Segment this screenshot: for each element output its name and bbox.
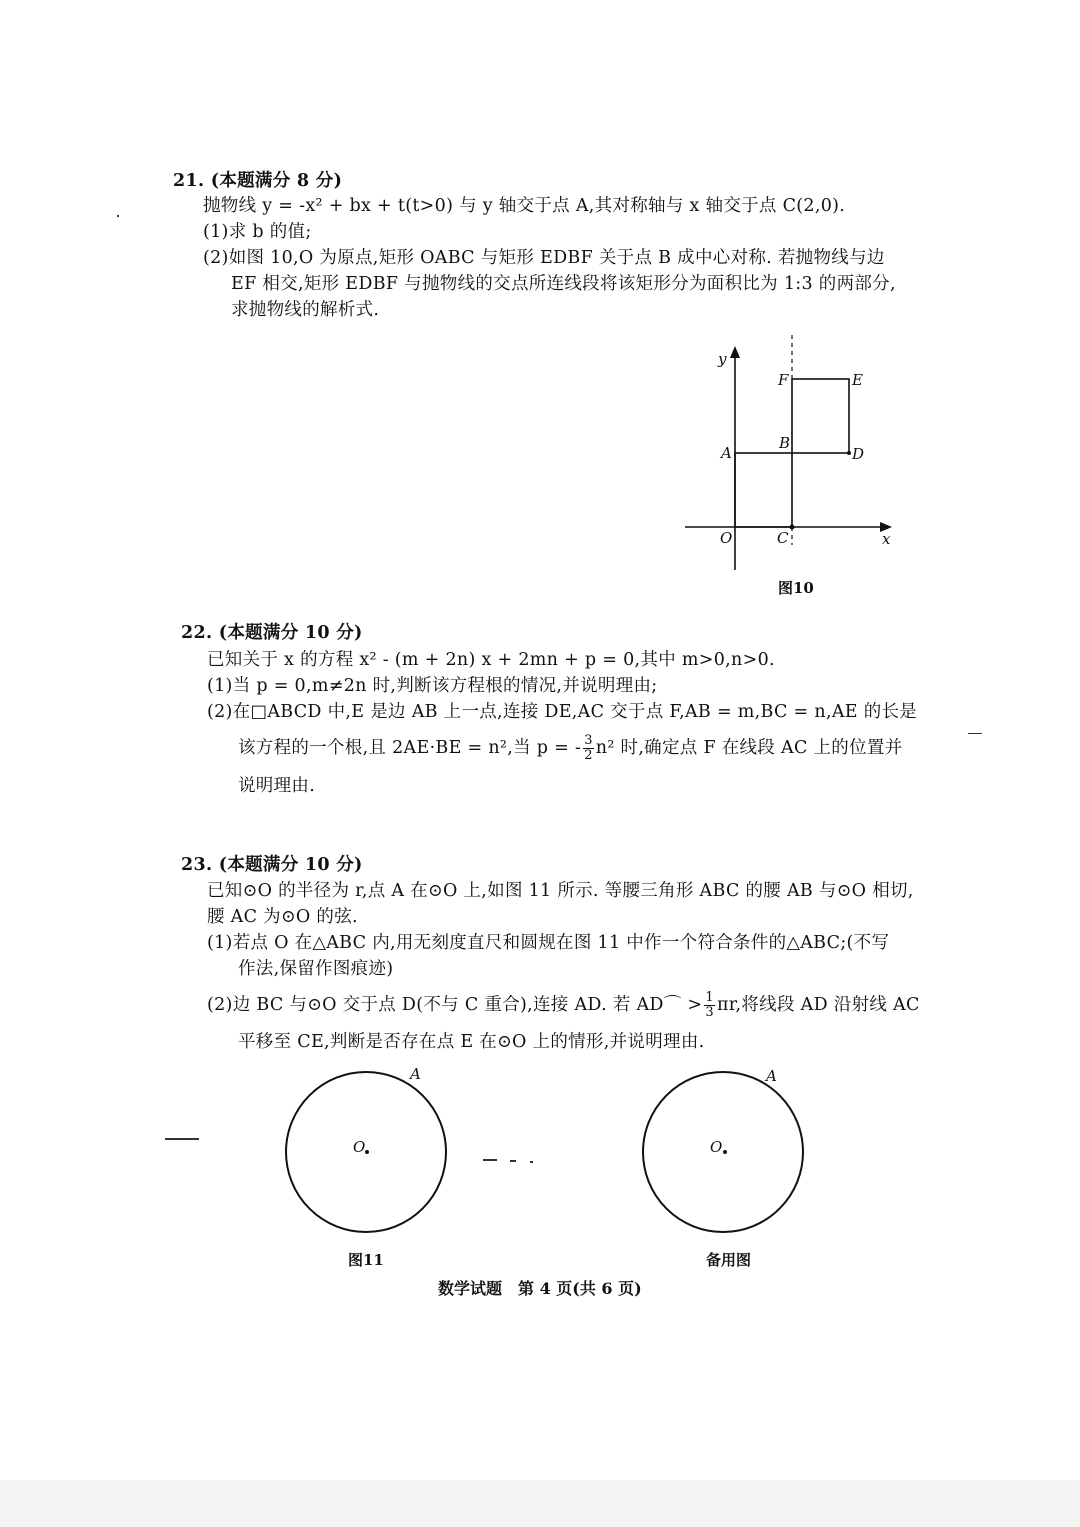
- figure-11: [280, 1060, 460, 1240]
- q22-part2-line2-start: 该方程的一个根,且 2AE·BE = n²,当 p = -: [238, 738, 582, 758]
- q22-fraction-numerator: 3: [584, 733, 593, 748]
- q23-part1-line2: 作法,保留作图痕迹): [238, 959, 394, 979]
- label-E: E: [852, 371, 863, 389]
- center-O-dot: [365, 1150, 369, 1154]
- label-O: O: [720, 529, 733, 547]
- figure-11-caption: 图11: [348, 1251, 384, 1269]
- q22-part2-line1: (2)在□ABCD 中,E 是边 AB 上一点,连接 DE,AC 交于点 F,AB = m,BC = n,AE 的长是: [207, 702, 918, 722]
- spare-figure-caption: 备用图: [706, 1251, 752, 1269]
- label-B: B: [779, 434, 791, 452]
- scan-mark: [530, 1161, 533, 1163]
- q23-fraction-denominator: 3: [705, 1005, 714, 1020]
- page-footer: 数学试题 第 4 页(共 6 页): [438, 1279, 642, 1298]
- q22-fraction: [583, 734, 594, 763]
- q23-header: 23. (本题满分 10 分): [181, 855, 363, 875]
- label-x: x: [882, 530, 891, 548]
- q23-part2-line1-start: (2)边 BC 与⊙O 交于点 D(不与 C 重合),连接 AD. 若 AD⌒ >: [207, 995, 703, 1015]
- q22-fraction-denominator: 2: [584, 748, 593, 763]
- q21-header: 21. (本题满分 8 分): [173, 171, 343, 191]
- label-A: A: [410, 1065, 421, 1083]
- y-axis-arrow-icon: [730, 346, 740, 358]
- q23-fraction-numerator: 1: [705, 990, 714, 1005]
- figure-10-caption: 图10: [778, 579, 814, 597]
- scan-mark: [483, 1159, 497, 1161]
- q21-part2-line2: EF 相交,矩形 EDBF 与抛物线的交点所连线段将该矩形分为面积比为 1:3 的两部分,: [231, 274, 896, 294]
- label-A: A: [721, 444, 732, 462]
- scan-shadow: [0, 1480, 1080, 1527]
- label-A: A: [766, 1067, 777, 1085]
- q21-part2-line1: (2)如图 10,O 为原点,矩形 OABC 与矩形 EDBF 关于点 B 成中心对称. 若抛物线与边: [203, 248, 885, 268]
- label-F: F: [778, 371, 789, 389]
- label-O: O: [710, 1138, 723, 1156]
- q22-stem: 已知关于 x 的方程 x² - (m + 2n) x + 2mn + p = 0,其中 m>0,n>0.: [207, 650, 775, 670]
- scan-mark: [510, 1160, 516, 1162]
- rectangle-EDBF: [792, 379, 849, 453]
- point-D-dot: [847, 451, 851, 455]
- point-C-dot: [790, 525, 795, 530]
- q23-fraction: [704, 991, 715, 1020]
- q22-part2-line3: 说明理由.: [238, 776, 316, 796]
- scan-mark: [968, 733, 982, 734]
- q23-part2-line1: [207, 991, 920, 1020]
- q22-part1: (1)当 p = 0,m≠2n 时,判断该方程根的情况,并说明理由;: [207, 676, 658, 696]
- q21-part2-line3: 求抛物线的解析式.: [231, 300, 380, 320]
- scan-mark: [117, 215, 119, 217]
- q23-stem-line1: 已知⊙O 的半径为 r,点 A 在⊙O 上,如图 11 所示. 等腰三角形 ABC 的腰 AB 与⊙O 相切,: [207, 881, 914, 901]
- figure-10: [680, 330, 910, 580]
- q22-part2-line2: [238, 734, 903, 763]
- spare-figure: [636, 1060, 816, 1240]
- q23-part1-line1: (1)若点 O 在△ABC 内,用无刻度直尺和圆规在图 11 中作一个符合条件的△ABC;(不写: [207, 933, 890, 953]
- q22-part2-line2-end: n² 时,确定点 F 在线段 AC 上的位置并: [595, 738, 903, 758]
- center-O-dot: [723, 1150, 727, 1154]
- scan-mark: [165, 1138, 199, 1140]
- q21-part1: (1)求 b 的值;: [203, 222, 312, 242]
- q23-part2-line1-end: πr,将线段 AD 沿射线 AC: [716, 995, 920, 1015]
- rectangle-OABC: [735, 453, 792, 527]
- label-D: D: [852, 445, 865, 463]
- q22-header: 22. (本题满分 10 分): [181, 623, 363, 643]
- q23-stem-line2: 腰 AC 为⊙O 的弦.: [207, 907, 358, 927]
- q23-part2-line2: 平移至 CE,判断是否存在点 E 在⊙O 上的情形,并说明理由.: [238, 1032, 705, 1052]
- label-O: O: [353, 1138, 366, 1156]
- q21-stem: 抛物线 y = -x² + bx + t(t>0) 与 y 轴交于点 A,其对称轴与 x 轴交于点 C(2,0).: [203, 196, 846, 216]
- label-y: y: [718, 350, 727, 368]
- label-C: C: [777, 529, 789, 547]
